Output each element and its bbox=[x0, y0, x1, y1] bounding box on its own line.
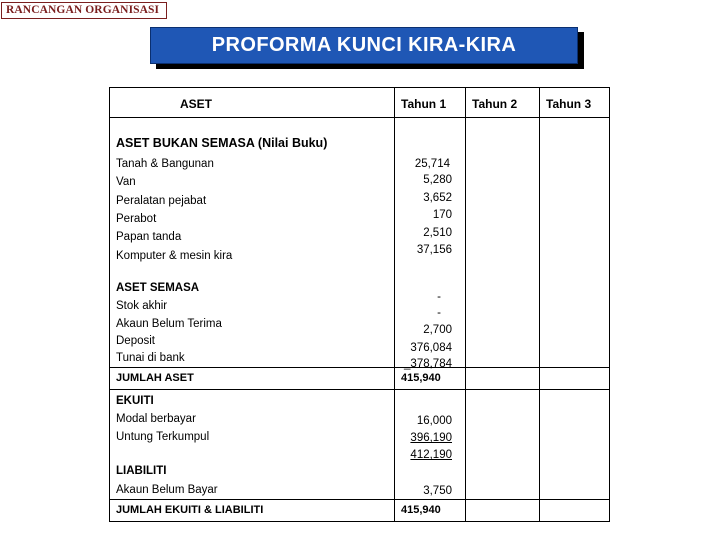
current-heading: ASET SEMASA bbox=[116, 282, 200, 294]
header-year-1: Tahun 1 bbox=[401, 97, 447, 111]
header-row bbox=[110, 88, 610, 118]
equity-labels bbox=[110, 390, 394, 499]
value: 396,190 bbox=[410, 432, 452, 444]
assets-year-1-values bbox=[395, 118, 465, 370]
value: 2,510 bbox=[423, 227, 452, 239]
value: 170 bbox=[432, 209, 452, 221]
list-item: Untung Terkumpul bbox=[116, 431, 210, 443]
list-item: Peralatan pejabat bbox=[116, 195, 207, 207]
header-aset: ASET bbox=[180, 97, 213, 111]
list-item: Tunai di bank bbox=[116, 352, 185, 364]
value: 16,000 bbox=[416, 415, 452, 427]
list-item: Van bbox=[116, 176, 136, 188]
value: 3,750 bbox=[423, 485, 452, 497]
non-current-heading: ASET BUKAN SEMASA (Nilai Buku) bbox=[116, 136, 328, 150]
page-title: PROFORMA KUNCI KIRA-KIRA bbox=[150, 27, 578, 64]
value: 2,700 bbox=[423, 324, 452, 336]
header-year-3: Tahun 3 bbox=[546, 97, 592, 111]
value: _378,784 bbox=[404, 358, 452, 370]
value: - bbox=[437, 291, 441, 303]
list-item: Modal berbayar bbox=[116, 413, 196, 425]
value: 3,652 bbox=[423, 192, 452, 204]
section-badge: RANCANGAN ORGANISASI bbox=[1, 2, 167, 19]
equity-heading: EKUITI bbox=[116, 395, 154, 407]
total-assets-value: 415,940 bbox=[401, 372, 441, 384]
list-item: Akaun Belum Terima bbox=[116, 318, 222, 330]
total-equity-liabilities-row bbox=[110, 500, 610, 522]
total-assets-label: JUMLAH ASET bbox=[116, 372, 194, 384]
list-item: Tanah & Bangunan bbox=[116, 158, 214, 170]
list-item: Perabot bbox=[116, 213, 157, 225]
value: 412,190 bbox=[410, 449, 452, 461]
equity-year-1-values bbox=[395, 390, 465, 499]
list-item: Akaun Belum Bayar bbox=[116, 484, 218, 496]
value: 25,714 bbox=[414, 158, 450, 170]
value: - bbox=[437, 307, 441, 319]
list-item: Komputer & mesin kira bbox=[116, 250, 233, 262]
assets-row bbox=[110, 118, 610, 368]
equity-liabilities-row bbox=[110, 390, 610, 500]
list-item: Papan tanda bbox=[116, 231, 182, 243]
value: 376,084 bbox=[410, 342, 452, 354]
list-item: Stok akhir bbox=[116, 300, 168, 312]
liabilities-heading: LIABILITI bbox=[116, 465, 167, 477]
list-item: Deposit bbox=[116, 335, 155, 347]
value: 37,156 bbox=[416, 244, 452, 256]
total-equity-liabilities-label: JUMLAH EKUITI & LIABILITI bbox=[116, 504, 264, 516]
assets-labels bbox=[110, 118, 394, 367]
header-year-2: Tahun 2 bbox=[472, 97, 518, 111]
value: 5,280 bbox=[423, 174, 452, 186]
total-equity-liabilities-value: 415,940 bbox=[401, 504, 441, 516]
balance-sheet-table bbox=[109, 87, 610, 522]
total-assets-row bbox=[110, 368, 610, 390]
